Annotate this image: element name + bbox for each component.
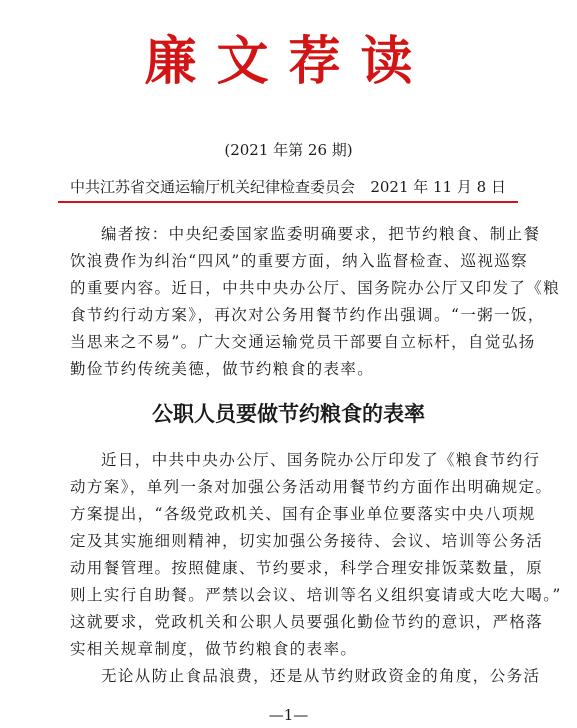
article-paragraph [70, 447, 562, 663]
paragraph-line: 无论从防止食品浪费，还是从节约财政资金的角度，公务活 [101, 667, 541, 685]
header-divider [58, 201, 518, 203]
paragraph-line: 定及其实施细则精神，切实加强公务接待、会议、培训等公务活 [70, 532, 544, 550]
paragraph-line: 实相关规章制度，做节约粮食的表率。 [70, 640, 358, 658]
article-title: 公职人员要做节约粮食的表率 [152, 401, 425, 426]
issue-date: 2021 年 11 月 8 日 [370, 178, 506, 196]
issuing-organization: 中共江苏省交通运输厅机关纪律检查委员会 [70, 178, 356, 196]
editor-note-line: 饮浪费作为纠治“四风”的重要方面，纳入监督检查、巡视巡察 [70, 252, 529, 270]
masthead-title: 廉文荐读 [144, 31, 433, 92]
editor-note-line: 当思来之不易”。广大交通运输党员干部要自立标杆，自觉弘扬 [70, 333, 536, 351]
paragraph-line: 近日，中共中央办公厅、国务院办公厅印发了《粮食节约行 [101, 451, 541, 469]
page-number: —1— [268, 706, 309, 724]
issue-number: (2021 年第 26 期) [224, 141, 353, 159]
paragraph-line: 这就要求，党政机关和公职人员要强化勤俭节约的意识，严格落 [70, 613, 544, 631]
editor-note-line: 勤俭节约传统美德，做节约粮食的表率。 [70, 360, 375, 378]
article-paragraph [70, 663, 541, 690]
editor-note-line: 食节约行动方案》，再次对公务用餐节约作出强调。“一粥一饭， [70, 306, 545, 324]
paragraph-line: 动方案》，单列一条对加强公务活动用餐节约方面作出明确规定。 [70, 478, 553, 496]
paragraph-line: 则上实行自助餐。严禁以会议、培训等名义组织宴请或大吃大喝。” [70, 586, 562, 604]
paragraph-line: 动用餐管理。按照健康、节约要求，科学合理安排饭菜数量，原 [70, 559, 544, 577]
editor-note-line: 编者按：中央纪委国家监委明确要求，把节约粮食、制止餐 [101, 225, 541, 243]
editor-note-line: 的重要内容。近日，中共中央办公厅、国务院办公厅又印发了《粮 [70, 279, 561, 297]
editor-note [70, 221, 561, 383]
paragraph-line: 方案提出，“各级党政机关、国有企事业单位要落实中央八项规 [70, 505, 536, 523]
